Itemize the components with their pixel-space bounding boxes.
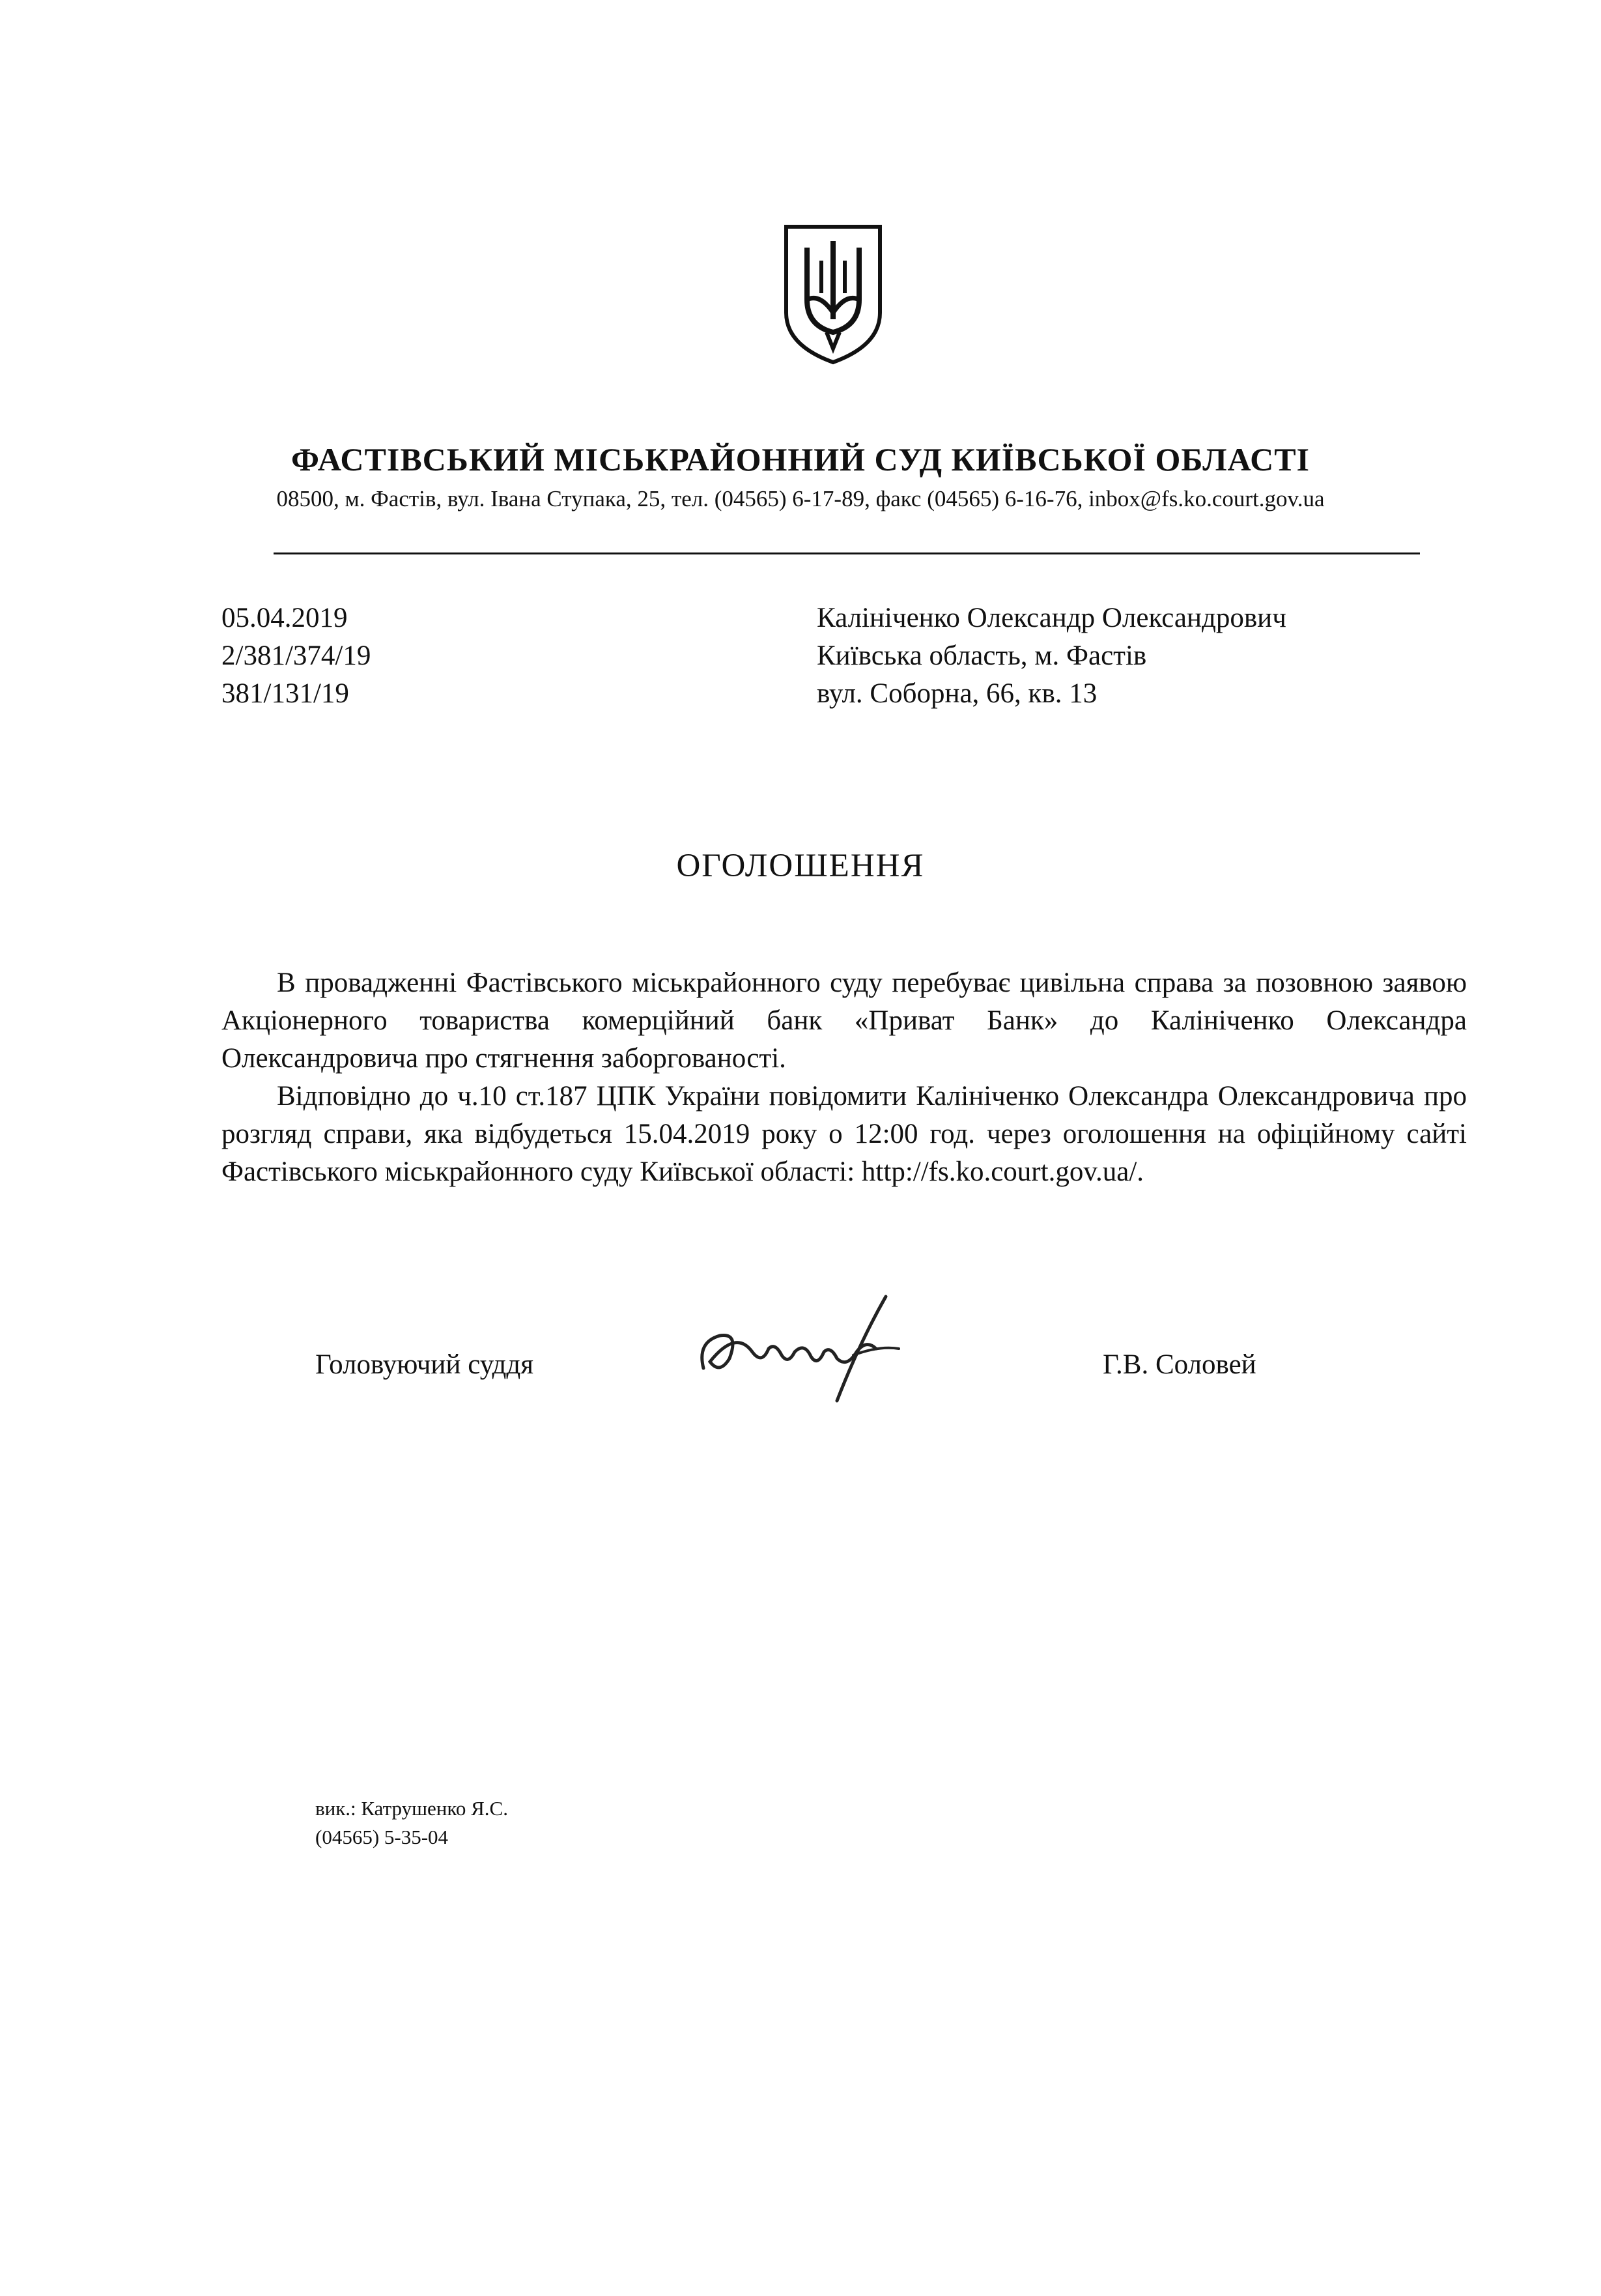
recipient-name: Калініченко Олександр Олександрович <box>817 603 1286 633</box>
recipient-region: Київська область, м. Фастів <box>817 640 1147 671</box>
header-divider <box>274 552 1420 554</box>
body-paragraph-2: Відповідно до ч.10 ст.187 ЦПК України повідомити Калініченко Олександра Олександровича про розгляд справи, яка відбудеться 15.04.2019 року о 12:00 год. через оголошення на офіційному сайті Фастівського міськрайонного суду Київської області: http://fs.ko.court.gov.ua/. <box>221 1081 1467 1187</box>
executor-info <box>315 1794 508 1852</box>
judge-name: Г.В. Соловей <box>1103 1349 1256 1380</box>
court-name: ФАСТІВСЬКИЙ МІСЬКРАЙОННИЙ СУД КИЇВСЬКОЇ ОБЛАСТІ <box>290 441 1311 478</box>
recipient-street: вул. Соборна, 66, кв. 13 <box>817 678 1098 709</box>
court-contacts: 08500, м. Фастів, вул. Івана Ступака, 25, тел. (04565) 6-17-89, факс (04565) 6-16-76, inbox@fs.ko.court.gov.ua <box>276 486 1325 511</box>
handwritten-signature-icon <box>690 1284 938 1407</box>
executor-name: вик.: Катрушенко Я.С. <box>315 1797 508 1820</box>
case-number: 381/131/19 <box>221 678 349 709</box>
document-date: 05.04.2019 <box>221 603 348 633</box>
signer-role: Головуючий суддя <box>315 1349 534 1380</box>
coat-of-arms-icon <box>781 222 885 366</box>
document-title: ОГОЛОШЕННЯ <box>676 848 925 884</box>
announcement-body <box>221 964 1467 1191</box>
recipient-address <box>817 599 1286 713</box>
reference-number: 2/381/374/19 <box>221 640 371 671</box>
document-meta <box>221 599 371 713</box>
executor-phone: (04565) 5-35-04 <box>315 1826 449 1848</box>
body-paragraph-1: В провадженні Фастівського міськрайонного суду перебуває цивільна справа за позовною заявою Акціонерного товариства комерційний банк «Приват Банк» до Калініченко Олександра Олександровича про стягнення заборгованості. <box>221 968 1467 1074</box>
